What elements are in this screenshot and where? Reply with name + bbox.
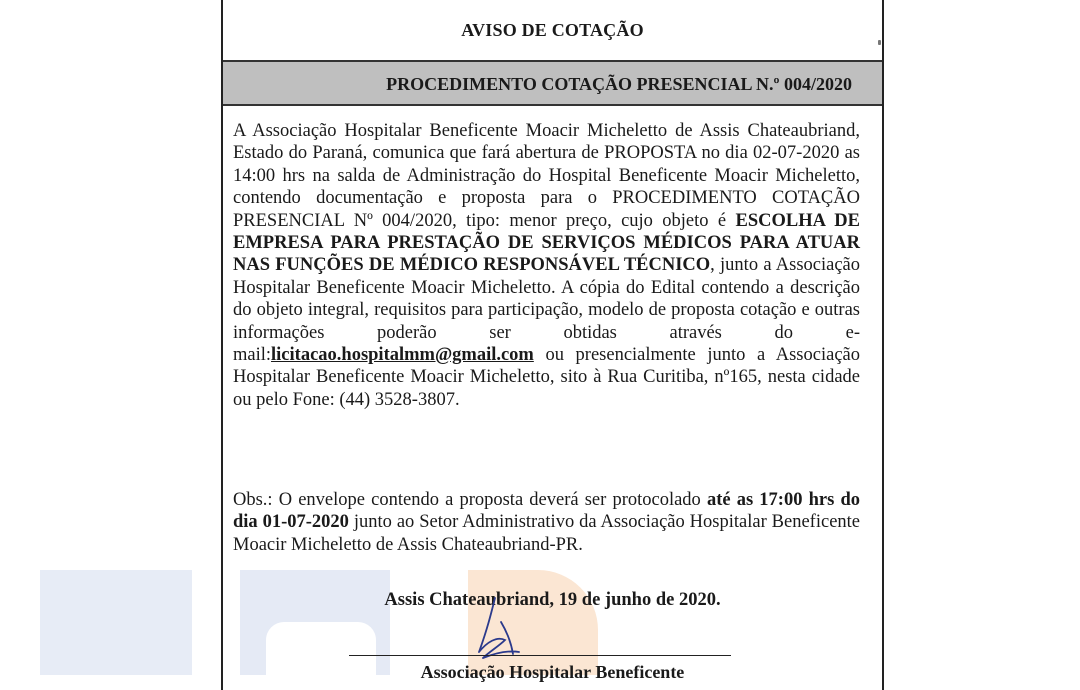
procedure-heading: PROCEDIMENTO COTAÇÃO PRESENCIAL N.º 004/2020: [386, 74, 852, 94]
notice-title: AVISO DE COTAÇÃO: [461, 20, 644, 40]
notice-frame: [221, 0, 884, 690]
signatory-name: Associação Hospitalar Beneficente: [420, 662, 685, 682]
background-shape-blue-left: [40, 570, 192, 675]
deadline-text: até as 17:00 hrs do dia 01-07-2020: [233, 490, 860, 533]
paragraph-text: A Associação Hospitalar Beneficente Moacir Micheletto de Assis Chateaubriand, Estado do Paraná, comunica que fará abertura de PROPOSTA no dia 02-07-2020 as 14:00 hrs na salda de Administração do Hospital Beneficente Moacir Micheletto, contendo documentação e proposta para o PROCEDIMENTO COTAÇÃO PRESENCIAL Nº 004/2020, tipo: menor preço, cujo objeto é: [233, 121, 860, 231]
paragraph-text: junto ao Setor Administrativo da Associação Hospitalar Beneficente Moacir Micheletto de Assis Chateaubriand-PR.: [233, 512, 861, 555]
signature-line: [349, 655, 731, 656]
paragraph-text: Obs.: O envelope contendo a proposta deverá ser protocolado: [233, 490, 707, 510]
paragraph-text: ou presencialmente junto a Associação Hospitalar Beneficente Moacir Micheletto, sito à Rua Curitiba, nº165, nesta cidade ou pelo Fone: (44) 3528-3807.: [233, 345, 860, 410]
place-and-date: Assis Chateaubriand, 19 de junho de 2020.: [384, 590, 721, 610]
notice-paragraph-obs: [233, 489, 860, 556]
notice-paragraph-main: [233, 120, 860, 411]
contact-email-link[interactable]: licitacao.hospitalmm@gmail.com: [271, 345, 534, 366]
paragraph-text: , junto a Associação Hospitalar Beneficente Moacir Micheletto. A cópia do Edital contendo a descrição do objeto integral, requisitos para participação, modelo de proposta cotação e outras informações poderão ser obtidas através do e-mail:: [233, 255, 860, 366]
procurement-object: ESCOLHA DE EMPRESA PARA PRESTAÇÃO DE SERVIÇOS MÉDICOS PARA ATUAR NAS FUNÇÕES DE MÉDICO RESPONSÁVEL TÉCNICO: [233, 210, 860, 276]
